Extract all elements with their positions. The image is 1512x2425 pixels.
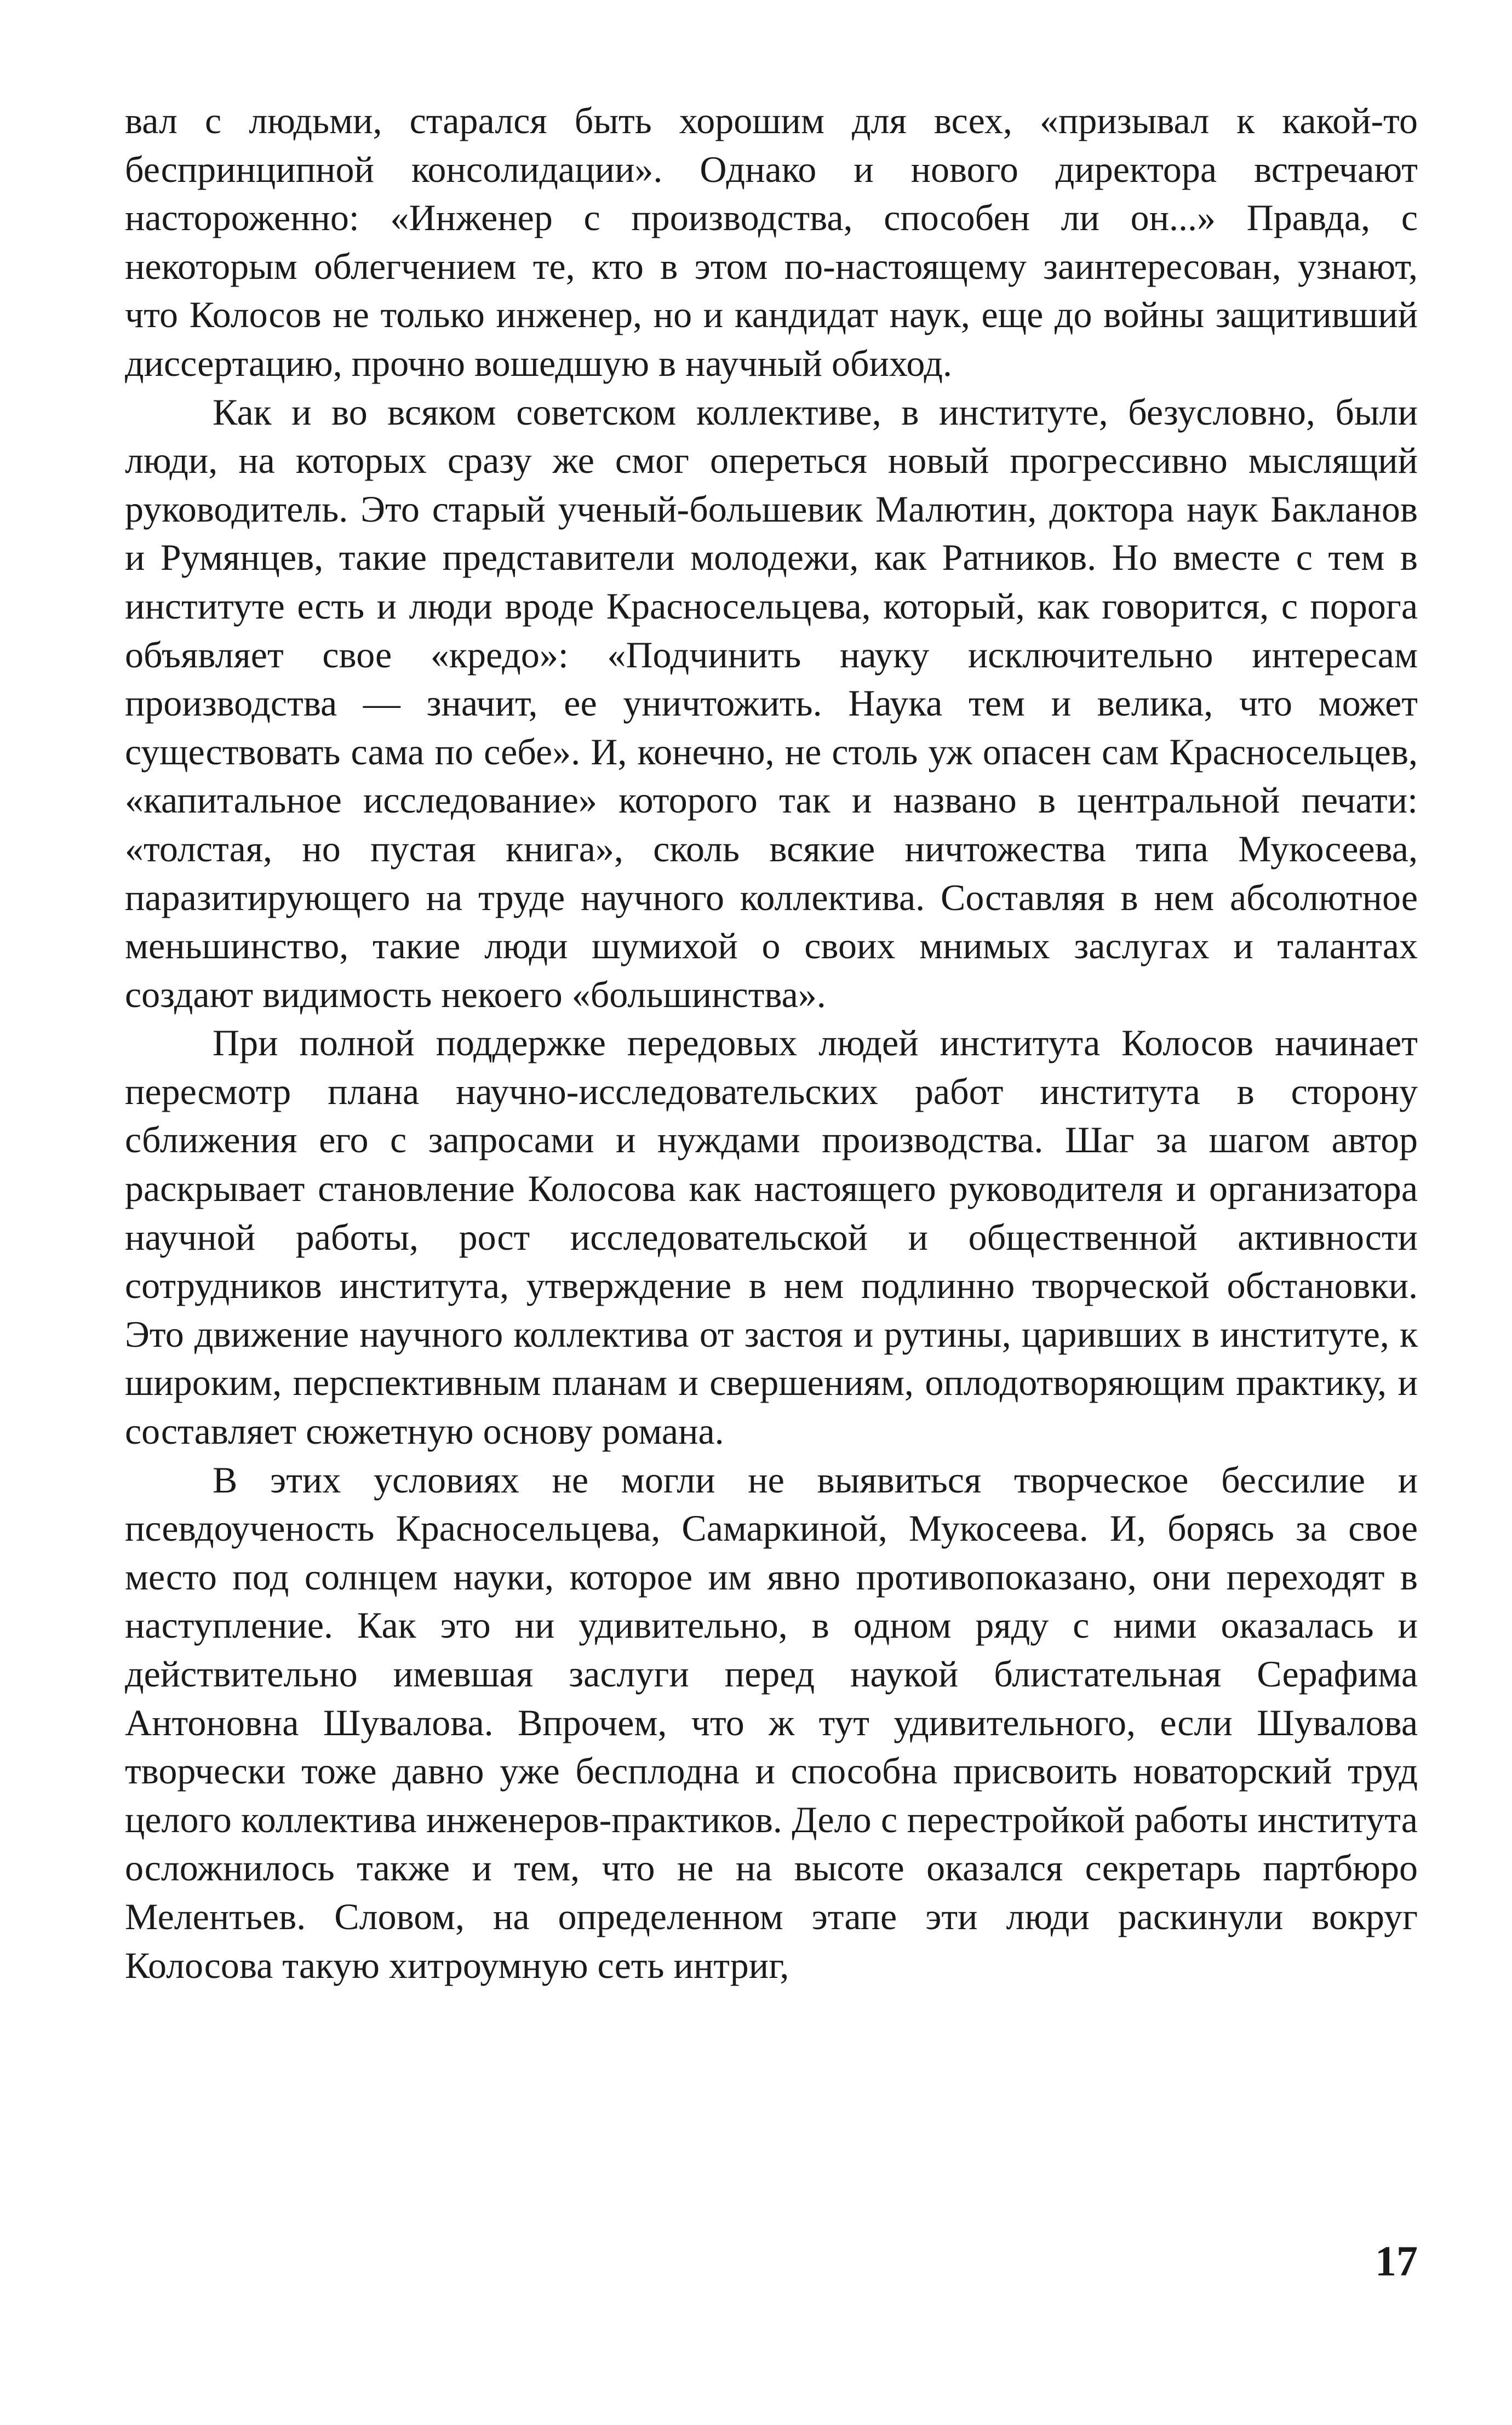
paragraph-3: При полной поддержке передовых людей института Колосов начинает пересмотр плана научно-исследовательских работ института в сторону сближения его с запросами и нуждами производства. Шаг за шагом автор раскрывает становление Колосова как настоящего руководителя и организатора научной работы, рост исследовательской и общественной активности сотрудников института, утверждение в нем подлинно творческой обстановки. Это движение научного коллектива от застоя и рутины, царивших в институте, к широким, перспективным планам и свершениям, оплодотворяющим практику, и составляет сюжетную основу романа.: [125, 1022, 1418, 1452]
paragraph-1: вал с людьми, старался быть хорошим для всех, «призывал к какой-то беспринципной консолидации». Однако и нового директора встречают настороженно: «Инженер с производства, способен ли он...» Правда, с некоторым облегчением те, кто в этом по-настоящему заинтересован, узнают, что Колосов не только инженер, но и кандидат наук, еще до войны защитивший диссертацию, прочно вошедшую в научный обиход.: [125, 100, 1418, 384]
paragraph-4: В этих условиях не могли не выявиться творческое бессилие и псевдоученость Красносельцева, Самаркиной, Мукосеева. И, борясь за свое место под солнцем науки, которое им явно противопоказано, они переходят в наступление. Как это ни удивительно, в одном ряду с ними оказалась и действительно имевшая заслуги перед наукой блистательная Серафима Антоновна Шувалова. Впрочем, что ж тут удивительного, если Шувалова творчески тоже давно уже бесплодна и способна присвоить новаторский труд целого коллектива инженеров-практиков. Дело с перестройкой работы института осложнилось также и тем, что не на высоте оказался секретарь партбюро Мелентьев. Словом, на определенном этапе эти люди раскинули вокруг Колосова такую хитроумную сеть интриг,: [125, 1459, 1418, 1986]
page-number: 17: [1375, 2237, 1418, 2285]
paragraph-2: Как и во всяком советском коллективе, в институте, безусловно, были люди, на которых сразу же смог опереться новый прогрессивно мыслящий руководитель. Это старый ученый-большевик Малютин, доктора наук Бакланов и Румянцев, такие представители молодежи, как Ратников. Но вместе с тем в институте есть и люди вроде Красносельцева, который, как говорится, с порога объявляет свое «кредо»: «Подчинить науку исключительно интересам производства — значит, ее уничтожить. Наука тем и велика, что может существовать сама по себе». И, конечно, не столь уж опасен сам Красносельцев, «капитальное исследование» которого так и названо в центральной печати: «толстая, но пустая книга», сколь всякие ничтожества типа Мукосеева, паразитирующего на труде научного коллектива. Составляя в нем абсолютное меньшинство, такие люди шумихой о своих мнимых заслугах и талантах создают видимость некоего «большинства».: [125, 391, 1418, 1015]
page-body: [125, 96, 1418, 1989]
